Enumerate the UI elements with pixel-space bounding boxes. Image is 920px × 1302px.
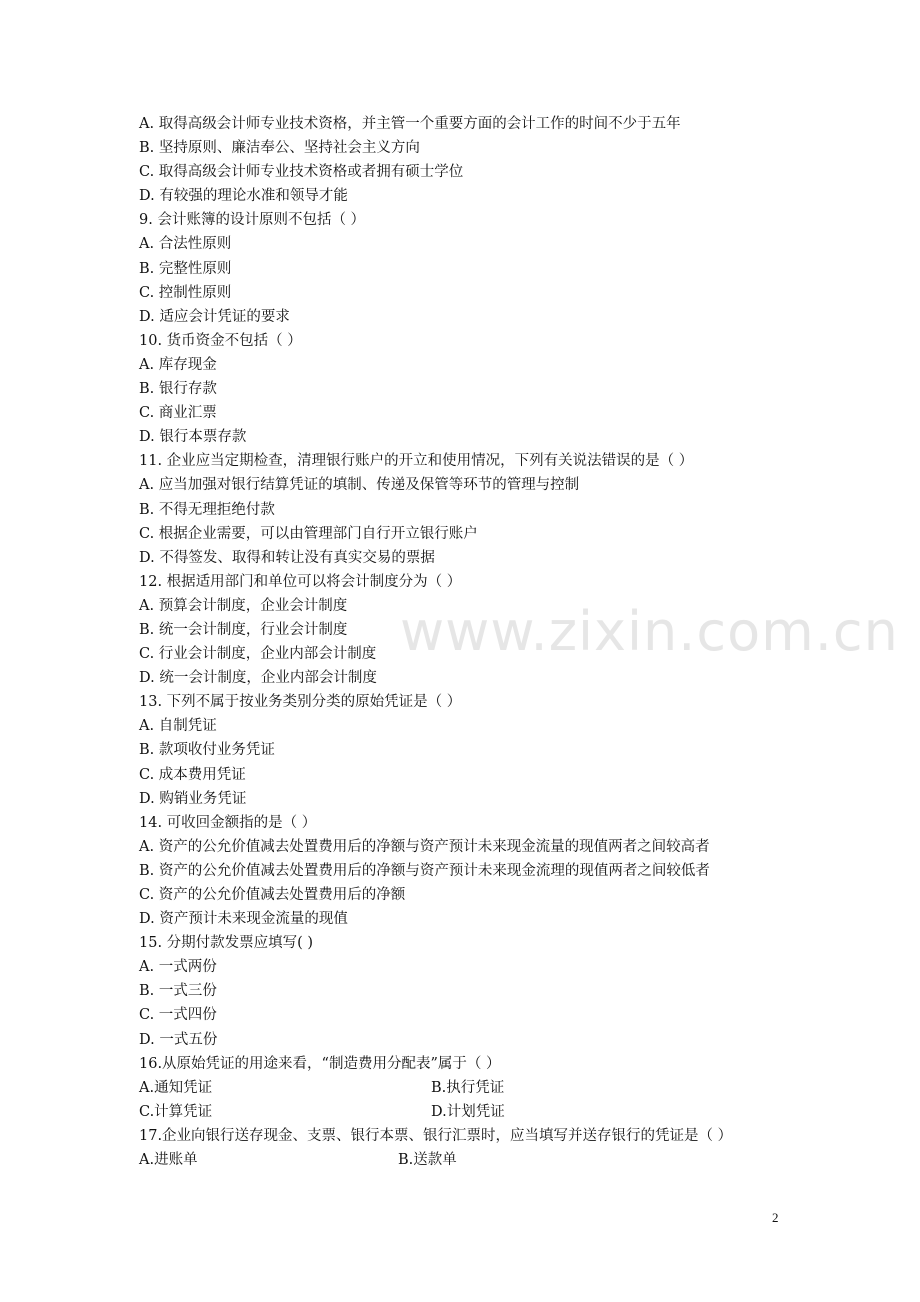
text-line: D. 银行本票存款 — [139, 429, 247, 446]
text-line: A. 预算会计制度，企业会计制度 — [139, 597, 348, 614]
q16-option-d: D.计划凭证 — [431, 1103, 505, 1120]
text-line: B. 不得无理拒绝付款 — [139, 501, 275, 518]
text-line: 13. 下列不属于按业务类别分类的原始凭证是（ ） — [139, 694, 462, 711]
text-line: 11. 企业应当定期检查，清理银行账户的开立和使用情况，下列有关说法错误的是（ ） — [139, 453, 694, 470]
text-line: D. 购销业务凭证 — [139, 790, 247, 807]
text-line: C. 根据企业需要，可以由管理部门自行开立银行账户 — [139, 525, 478, 542]
text-line: D. 有较强的理论水准和领导才能 — [139, 188, 348, 205]
question-lines — [139, 112, 799, 1076]
text-line: A. 应当加强对银行结算凭证的填制、传递及保管等环节的管理与控制 — [139, 477, 580, 494]
text-line: D. 统一会计制度，企业内部会计制度 — [139, 670, 377, 687]
text-line: B. 款项收付业务凭证 — [139, 742, 275, 759]
text-line: B. 统一会计制度，行业会计制度 — [139, 621, 348, 638]
q16-option-b: B.执行凭证 — [431, 1079, 505, 1096]
text-line: D. 资产预计未来现金流量的现值 — [139, 911, 348, 928]
text-line: C. 资产的公允价值减去处置费用后的净额 — [139, 887, 406, 903]
document-body — [139, 112, 799, 1172]
text-line: C. 一式四份 — [139, 1007, 217, 1024]
text-line: B. 一式三份 — [139, 983, 217, 1000]
text-line: C. 取得高级会计师专业技术资格或者拥有硕士学位 — [139, 164, 464, 181]
text-line: A. 合法性原则 — [139, 236, 232, 253]
text-line: D. 一式五份 — [139, 1031, 218, 1048]
text-line: B. 完整性原则 — [139, 260, 232, 277]
text-line: 10. 货币资金不包括（ ） — [139, 332, 302, 349]
q16-options-row-1 — [139, 1076, 799, 1100]
page-number: 2 — [772, 1210, 779, 1225]
text-line: 15. 分期付款发票应填写( ) — [139, 935, 314, 952]
q16-options-row-2 — [139, 1100, 799, 1124]
text-line: A. 取得高级会计师专业技术资格，并主管一个重要方面的会计工作的时间不少于五年 — [139, 116, 681, 132]
text-line: C. 行业会计制度，企业内部会计制度 — [139, 646, 377, 663]
text-line: B. 资产的公允价值减去处置费用后的净额与资产预计未来现金流理的现值两者之间较低者 — [139, 862, 710, 879]
text-line: 16.从原始凭证的用途来看，“制造费用分配表”属于（ ） — [139, 1055, 501, 1072]
text-line: B. 坚持原则、廉洁奉公、坚持社会主义方向 — [139, 140, 420, 157]
question-17: 17.企业向银行送存现金、支票、银行本票、银行汇票时，应当填写并送存银行的凭证是（ ） — [139, 1127, 733, 1144]
q17-option-b: B.送款单 — [398, 1152, 457, 1169]
q17-option-a: A.进账单 — [139, 1152, 198, 1169]
text-line: A. 自制凭证 — [139, 718, 217, 735]
q16-option-c: C.计算凭证 — [139, 1103, 213, 1120]
text-line: D. 适应会计凭证的要求 — [139, 308, 290, 325]
text-line: 14. 可收回金额指的是（ ） — [139, 814, 317, 831]
text-line: A. 一式两份 — [139, 959, 217, 976]
text-line: C. 商业汇票 — [139, 405, 217, 422]
text-line: 9. 会计账簿的设计原则不包括（ ） — [139, 212, 366, 229]
text-line: A. 资产的公允价值减去处置费用后的净额与资产预计未来现金流量的现值两者之间较高者 — [139, 838, 710, 855]
q16-option-a: A.通知凭证 — [139, 1079, 213, 1096]
q17-options-row — [139, 1148, 799, 1172]
watermark: www.zixin.com.cn — [400, 600, 899, 663]
text-line: B. 银行存款 — [139, 381, 217, 398]
text-line: C. 控制性原则 — [139, 284, 232, 301]
text-line: A. 库存现金 — [139, 356, 217, 373]
text-line: 12. 根据适用部门和单位可以将会计制度分为（ ） — [139, 573, 462, 590]
text-line: D. 不得签发、取得和转让没有真实交易的票据 — [139, 549, 435, 566]
text-line: C. 成本费用凭证 — [139, 766, 246, 783]
